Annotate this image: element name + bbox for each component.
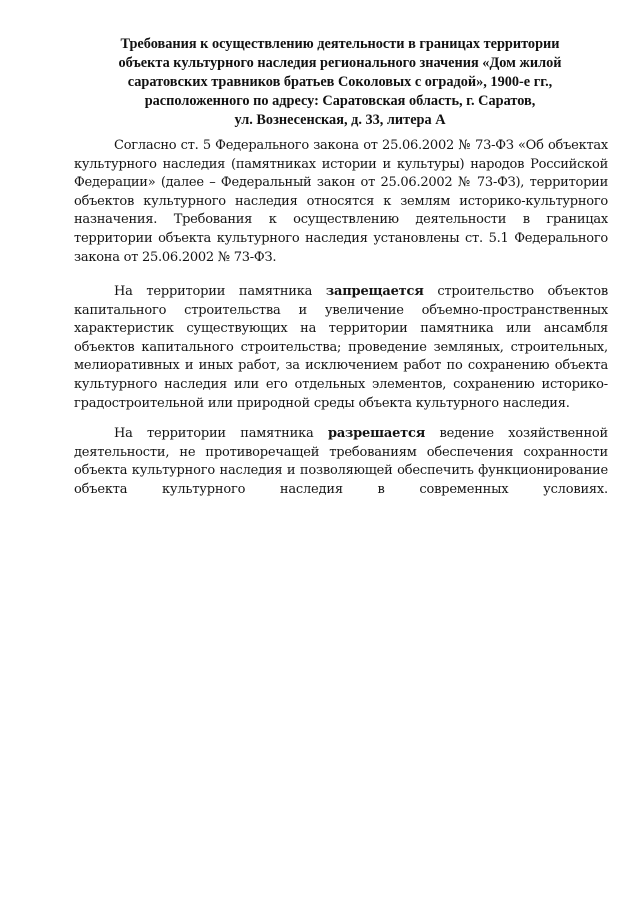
prohibited-keyword: запрещается bbox=[325, 284, 424, 299]
document-title bbox=[70, 35, 610, 130]
paragraph-permitted bbox=[74, 425, 608, 499]
paragraph-prohibited bbox=[74, 283, 608, 413]
paragraph-body-text: ведение хозяйственной деятельности, не противоречащей требованиям обеспечения сохранности объекта культурного наследия и позволяющей обеспечить функционирование объекта культурного наследия в современных условиях. bbox=[74, 426, 609, 497]
paragraph-body-text: строительство объектов капитального строительства и увеличение объемно-пространственных характеристик существующих на территории памятника или ансамбля объектов капитального строительства; проведение земляных, строительных, мелиоративных и иных работ, за исключением работ по сохранению объекта культурного наследия или его отдельных элементов, сохранению историко-градостроительной или природной среды объекта культурного наследия. bbox=[74, 284, 609, 411]
paragraph-legal-basis: Согласно ст. 5 Федерального закона от 25.06.2002 № 73-ФЗ «Об объектах культурного наследия (памятниках истории и культуры) народов Российской Федерации» (далее – Федеральный закон от 25.06.2002 № 73-ФЗ), территории объектов культурного наследия относятся к землям историко-культурного назначения. Требования к осуществлению деятельности в границах территории объекта культурного наследия установлены ст. 5.1 Федерального закона от 25.06.2002 № 73-ФЗ. bbox=[74, 138, 608, 265]
title-line: саратовских травников братьев Соколовых с оградой», 1900-е гг., bbox=[127, 74, 553, 90]
title-line: объекта культурного наследия регионального значения «Дом жилой bbox=[118, 55, 562, 71]
permitted-keyword: разрешается bbox=[327, 426, 426, 441]
title-line: ул. Вознесенская, д. 33, литера А bbox=[234, 112, 446, 128]
title-line: расположенного по адресу: Саратовская область, г. Саратов, bbox=[144, 93, 536, 109]
paragraph-lead-text: На территории памятника bbox=[114, 284, 313, 299]
paragraph-lead-text: На территории памятника bbox=[114, 426, 314, 441]
title-line: Требования к осуществлению деятельности в границах территории bbox=[120, 36, 560, 52]
